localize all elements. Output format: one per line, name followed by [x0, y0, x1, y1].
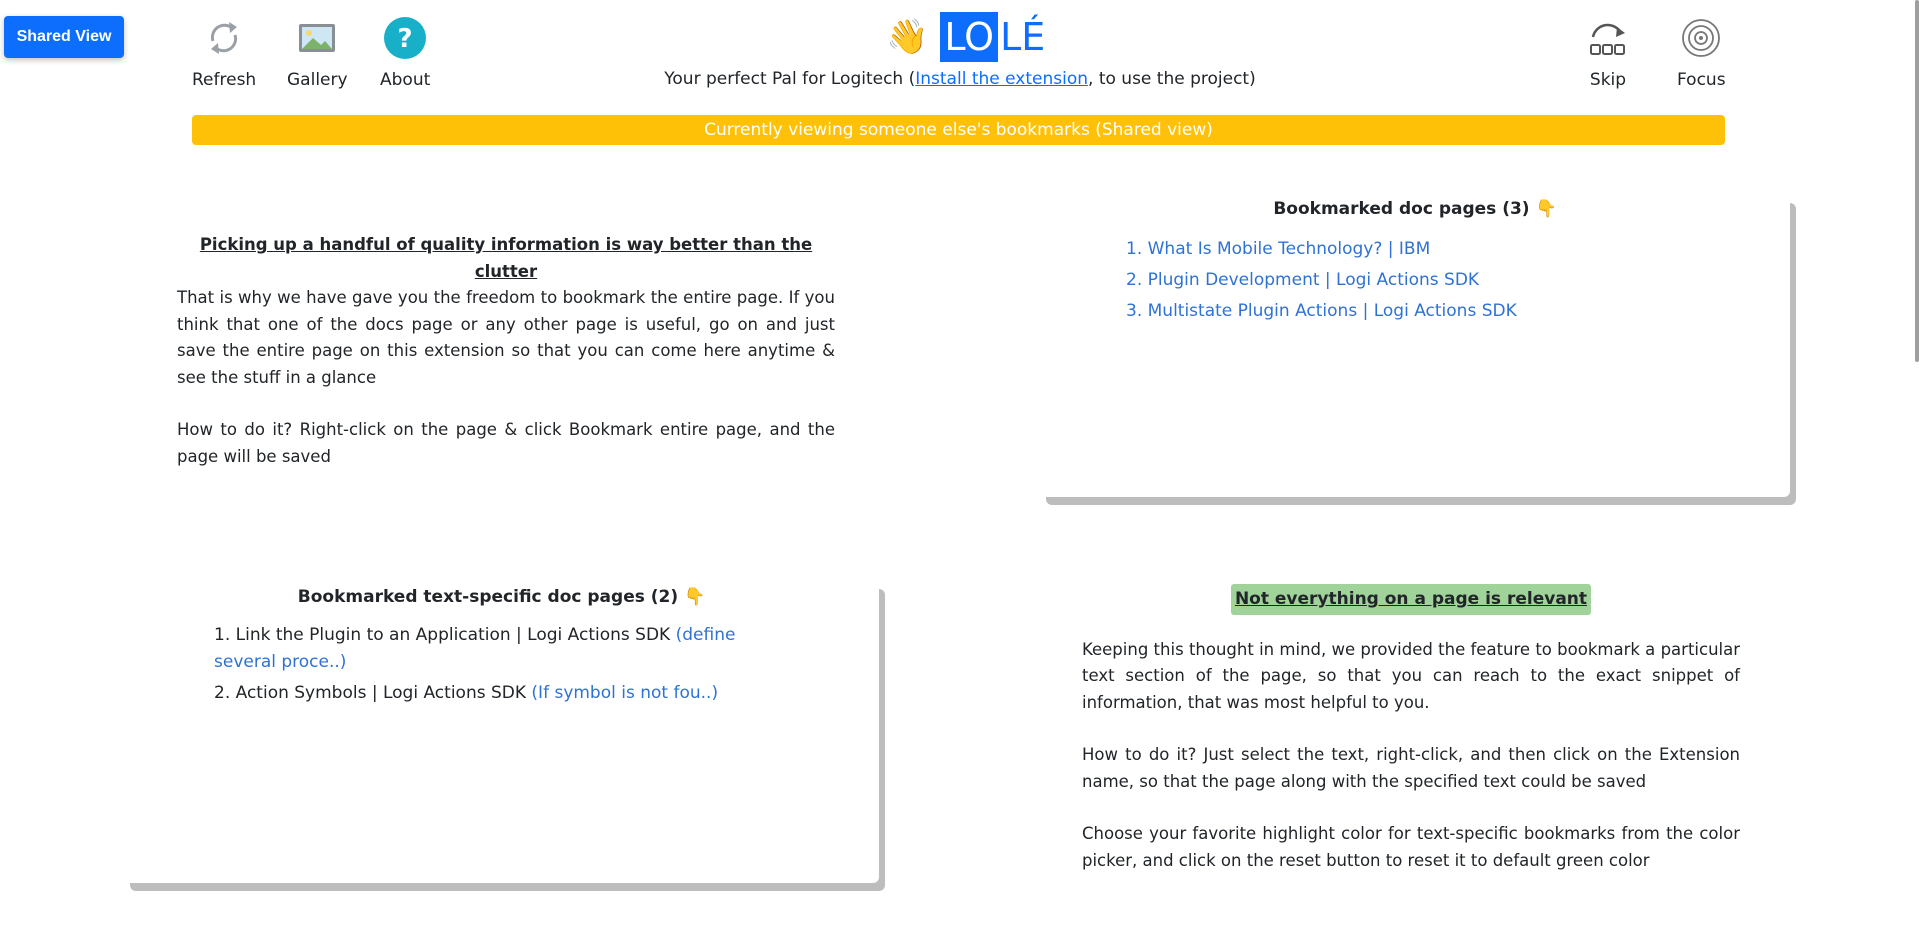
pointing-down-icon: 👇	[684, 587, 706, 607]
pointing-down-icon: 👇	[1535, 199, 1557, 219]
focus-label: Focus	[1677, 70, 1726, 90]
text-pages-title-text: Bookmarked text-specific doc pages (2)	[297, 587, 679, 607]
highlight-color-tip: Choose your favorite highlight color for text-specific bookmarks from the color picker, and click on the reset button to reset it to default green color	[1082, 824, 1740, 870]
text-page-snippet: (If symbol is not fou..)	[531, 683, 719, 703]
shared-view-banner: Currently viewing someone else's bookmarks (Shared view)	[192, 115, 1725, 145]
text-page-item[interactable]	[214, 680, 784, 707]
tagline	[560, 69, 1360, 89]
text-page-title: 1. Link the Plugin to an Application | Logi Actions SDK	[214, 625, 671, 645]
focus-button[interactable]	[1677, 14, 1726, 90]
gallery-label: Gallery	[287, 70, 348, 90]
install-extension-link[interactable]: Install the extension	[915, 69, 1089, 89]
skip-icon	[1584, 14, 1632, 62]
doc-pages-card	[1040, 195, 1790, 497]
page-bookmark-info	[177, 232, 835, 470]
focus-icon	[1677, 14, 1725, 62]
text-pages-title	[124, 587, 879, 607]
help-icon	[381, 14, 429, 62]
page-bookmark-description: That is why we have gave you the freedom to bookmark the entire page. If you think that one of the docs page or any other page is useful, go on and just save the entire page on this extension so that you can come here anytime & see the stuff in a glance	[177, 288, 835, 387]
text-bookmark-info	[1082, 584, 1740, 874]
shared-view-button[interactable]: Shared View	[4, 16, 124, 58]
about-label: About	[380, 70, 431, 90]
gallery-button[interactable]	[287, 14, 348, 90]
doc-page-link[interactable]: 3. Multistate Plugin Actions | Logi Actions SDK	[1126, 301, 1517, 321]
brand-part-1: LO	[940, 12, 998, 62]
text-pages-card	[124, 581, 879, 883]
text-page-title: 2. Action Symbols | Logi Actions SDK	[214, 683, 527, 703]
svg-text:?: ?	[397, 24, 413, 54]
text-bookmark-heading: Not everything on a page is relevant	[1231, 584, 1591, 615]
text-page-item[interactable]	[214, 622, 784, 676]
page-bookmark-howto: How to do it? Right-click on the page & click Bookmark entire page, and the page will be saved	[177, 420, 835, 466]
wave-icon: 👋	[886, 17, 929, 57]
about-button[interactable]	[380, 14, 430, 90]
refresh-button[interactable]	[192, 14, 256, 90]
skip-label: Skip	[1589, 70, 1627, 90]
scrollbar-thumb[interactable]	[1915, 0, 1919, 362]
skip-button[interactable]	[1584, 14, 1632, 90]
text-bookmark-heading-wrap	[1082, 584, 1740, 615]
doc-pages-title	[1040, 199, 1790, 219]
doc-pages-list	[1126, 236, 1790, 325]
text-bookmark-description: Keeping this thought in mind, we provided the feature to bookmark a particular text section of the page, so that you can reach to the exact snippet of information, that was most helpful to you.	[1082, 639, 1740, 712]
text-pages-list	[214, 622, 784, 707]
brand-logo	[886, 12, 1045, 62]
page-bookmark-heading: Picking up a handful of quality information is way better than the clutter	[199, 235, 813, 281]
gallery-icon	[293, 14, 341, 62]
tagline-prefix: Your perfect Pal for Logitech (	[664, 69, 916, 89]
refresh-icon	[200, 14, 248, 62]
text-bookmark-howto: How to do it? Just select the text, right-click, and then click on the Extension name, so that the page along with the specified text could be saved	[1082, 745, 1740, 791]
doc-page-link[interactable]: 1. What Is Mobile Technology? | IBM	[1126, 239, 1431, 259]
doc-pages-title-text: Bookmarked doc pages (3)	[1273, 199, 1530, 219]
refresh-label: Refresh	[192, 70, 257, 90]
text-page-snippet: (define several proce..)	[214, 625, 736, 672]
brand-part-2: LÉ	[1000, 15, 1046, 59]
doc-page-link[interactable]: 2. Plugin Development | Logi Actions SDK	[1126, 270, 1480, 290]
tagline-suffix: , to use the project)	[1088, 69, 1256, 89]
